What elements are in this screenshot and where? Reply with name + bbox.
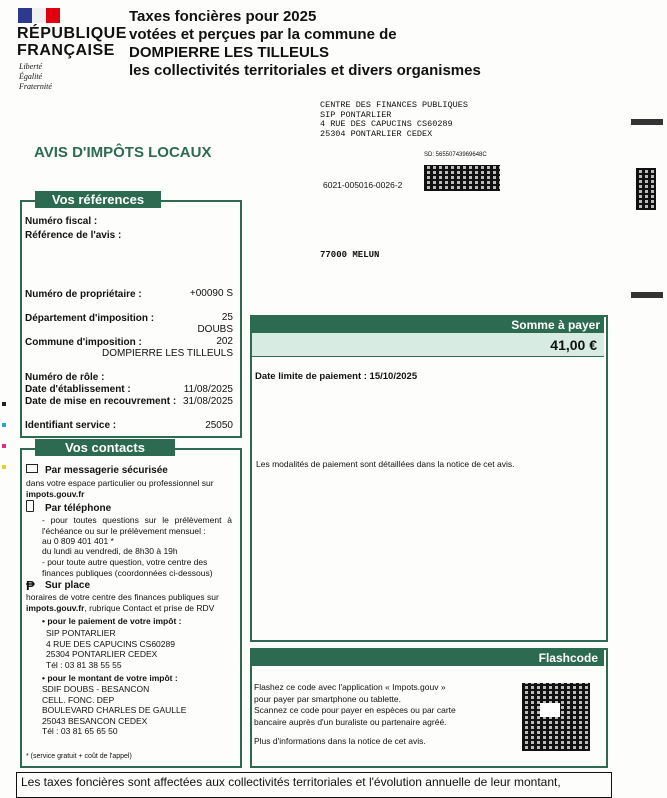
place-title: Sur place xyxy=(45,580,91,591)
deadline: Date limite de paiement : 15/10/2025 xyxy=(255,371,418,382)
notice-ref-label: Référence de l'avis : xyxy=(25,230,122,241)
dept-code: 25 xyxy=(221,312,233,323)
margin-mark-1 xyxy=(2,402,6,406)
sender-line1: CENTRE DES FINANCES PUBLIQUES xyxy=(320,100,468,110)
doc-title: AVIS D'IMPÔTS LOCAUX xyxy=(34,144,212,161)
pay-line1: SIP PONTARLIER xyxy=(46,628,116,638)
barcode-ref: 6021-005016-0026-2 xyxy=(323,180,403,190)
owner-label: Numéro de propriétaire : xyxy=(25,289,142,300)
sender-address xyxy=(320,101,468,139)
title-line4: les collectivités territoriales et divers organismes xyxy=(129,62,481,79)
flag-white xyxy=(32,8,46,23)
amount-value: 41,00 € xyxy=(550,337,597,353)
msg-text: dans votre espace particulier ou professionnel sur xyxy=(26,478,214,488)
flash-line4: bancaire auprès d'un buraliste ou partenaire agréé. xyxy=(254,716,447,727)
pay-contact xyxy=(46,628,175,670)
edge-mark-top xyxy=(631,119,663,125)
amt-line2: CELL. FONC. DEP xyxy=(42,694,115,705)
amt-line4: 25043 BESANCON CEDEX xyxy=(42,715,148,726)
margin-mark-2 xyxy=(2,423,6,427)
tel-hours: du lundi au vendredi, de 8h30 à 19h xyxy=(42,546,178,556)
tel-text1: - pour toutes questions sur le prélèvement à l'échéance ou sur le prélèvement mensuel : xyxy=(42,515,232,536)
marianne-logo xyxy=(18,8,60,23)
phone-icon xyxy=(26,500,34,512)
flashcode-qr[interactable] xyxy=(522,683,590,751)
tel-number[interactable]: au 0 809 401 401 * xyxy=(42,536,114,546)
place-text2: , rubrique Contact et prise de RDV xyxy=(84,603,215,613)
flag-blue xyxy=(18,8,32,23)
qr-center xyxy=(540,703,560,717)
service-value: 25050 xyxy=(205,420,233,431)
location-icon: ₱ xyxy=(26,578,35,593)
motto-egalite: Égalité xyxy=(19,72,43,81)
footnote: * (service gratuit + coût de l'appel) xyxy=(26,753,132,760)
sender-line4: 25304 PONTARLIER CEDEX xyxy=(320,128,433,139)
amt-tel: Tél : 03 81 65 65 50 xyxy=(42,726,118,736)
monitor-icon xyxy=(26,464,38,473)
role-label: Numéro de rôle : xyxy=(25,372,105,383)
place-text: horaires de votre centre des finances publiques sur xyxy=(26,592,219,602)
footer-text: Les taxes foncières sont affectées aux collectivités territoriales et l'évolution annuelle de leur montant, xyxy=(21,775,561,789)
payment-header: Somme à payer xyxy=(252,317,604,333)
contacts-header: Vos contacts xyxy=(35,439,175,456)
side-barcode xyxy=(636,168,656,210)
amt-contact xyxy=(42,684,186,737)
title-line3: DOMPIERRE LES TILLEULS xyxy=(129,44,330,61)
republic-line2: FRANÇAISE xyxy=(17,42,115,59)
flag-red xyxy=(46,8,60,23)
pay-line3: 25304 PONTARLIER CEDEX xyxy=(46,649,158,659)
tel-title: Par téléphone xyxy=(45,503,112,514)
margin-mark-3 xyxy=(2,444,6,448)
place-line2 xyxy=(26,603,214,614)
datamatrix-barcode xyxy=(424,165,500,191)
recouv-value: 31/08/2025 xyxy=(182,396,233,407)
sender-line2: SIP PONTARLIER xyxy=(320,109,392,120)
flash-line5: Plus d'informations dans la notice de cet avis. xyxy=(254,736,426,746)
place-link[interactable]: impots.gouv.fr xyxy=(26,603,85,613)
etab-value: 11/08/2025 xyxy=(183,384,233,395)
flashcode-header: Flashcode xyxy=(252,650,604,666)
commune-name: DOMPIERRE LES TILLEULS xyxy=(102,348,233,359)
amt-line1: SDIF DOUBS - BESANCON xyxy=(42,684,150,694)
margin-mark-4 xyxy=(2,465,6,469)
title-line1: Taxes foncières pour 2025 xyxy=(129,8,317,25)
motto-liberte: Liberté xyxy=(19,62,43,71)
flash-line1: Flashez ce code avec l'application « Impots.gouv » xyxy=(254,682,446,692)
flash-line2: pour payer par smartphone ou tablette. xyxy=(254,693,401,704)
amt-title: • pour le montant de votre impôt : xyxy=(42,673,178,683)
tel-text2: - pour toute autre question, votre centre des finances publiques (coordonnées ci-dessous) xyxy=(42,557,213,578)
commune-code: 202 xyxy=(216,336,233,347)
etab-label: Date d'établissement : xyxy=(25,384,131,395)
pay-line2: 4 RUE DES CAPUCINS CS60289 xyxy=(46,638,175,649)
sender-line3: 4 RUE DES CAPUCINS CS60289 xyxy=(320,119,453,129)
amt-line3: BOULEVARD CHARLES DE GAULLE xyxy=(42,705,187,715)
sd-code: SD: 56550743969648C xyxy=(424,152,487,158)
recipient-city: 77000 MELUN xyxy=(320,250,380,260)
service-label: Identifiant service : xyxy=(25,420,117,431)
references-header: Vos références xyxy=(35,191,161,208)
payment-box xyxy=(250,315,608,642)
republic-line1: RÉPUBLIQUE xyxy=(17,25,127,42)
title-line2: votées et perçues par la commune de xyxy=(129,26,397,43)
motto-fraternite: Fraternité xyxy=(19,82,52,91)
modalities: Les modalités de paiement sont détaillées dans la notice de cet avis. xyxy=(256,459,515,469)
flash-line3: Scannez ce code pour payer en espèces ou par carte xyxy=(254,705,456,715)
pay-title: • pour le paiement de votre impôt : xyxy=(42,616,182,626)
dept-name: DOUBS xyxy=(197,324,233,335)
owner-value: +00090 S xyxy=(189,288,233,299)
dept-label: Département d'imposition : xyxy=(25,313,155,324)
fiscal-number-label: Numéro fiscal : xyxy=(25,216,98,227)
flashcode-text xyxy=(254,682,456,748)
msg-title: Par messagerie sécurisée xyxy=(45,465,168,476)
recouv-label: Date de mise en recouvrement : xyxy=(25,396,177,407)
edge-mark-bottom xyxy=(631,292,663,298)
msg-link[interactable]: impots.gouv.fr xyxy=(26,489,85,499)
pay-tel: Tél : 03 81 38 55 55 xyxy=(46,659,122,670)
commune-label: Commune d'imposition : xyxy=(25,337,142,348)
